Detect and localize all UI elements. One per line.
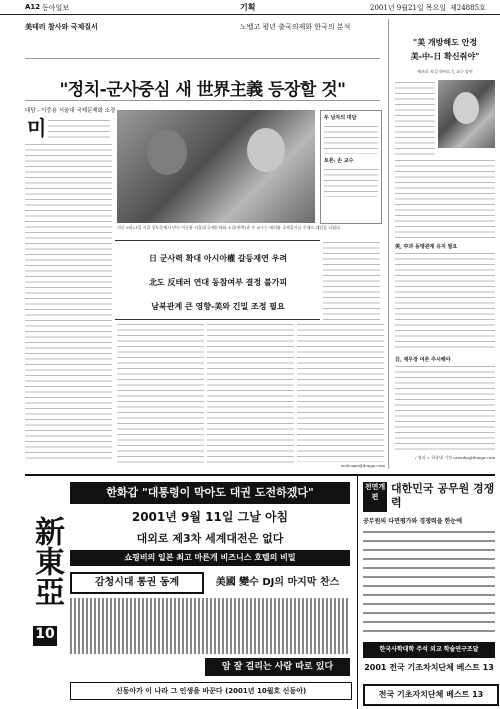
body-text (323, 240, 380, 320)
side-byline: 에즈라 보걸 하버드大 교수 강연 (417, 69, 473, 74)
portrait-photo (438, 80, 495, 148)
ad-teaser: 美國 變수 DJ의 마지막 찬스 (215, 577, 340, 588)
pull-quote (118, 246, 318, 318)
ad-headline: 한화갑 "대통령이 막아도 대권 도전하겠다" (70, 482, 350, 504)
body-text (117, 322, 204, 467)
pull-quote-line: 남북관계 큰 영향-美와 긴밀 조정 필요 (151, 301, 285, 311)
ad-badge: 전면개편 (363, 482, 387, 512)
page-number: A12 (25, 3, 41, 11)
divider (25, 100, 380, 101)
advertisement (25, 474, 495, 709)
side-title (395, 36, 495, 64)
ad-right-footer: 전국 기초자치단체 베스트 13 (363, 684, 499, 706)
ad-teaser: 감청시대 통권 동계 (70, 572, 204, 594)
body-text (395, 251, 495, 351)
section-bar (25, 19, 495, 31)
section-name: 기획 (240, 2, 256, 12)
ad-teaser: 한국사학대학 주석 외교 학술연구조달 (363, 642, 495, 658)
person-right (247, 128, 285, 172)
issue-date: 2001년 9월21일 목요일 (370, 4, 447, 12)
body-text (25, 142, 112, 462)
sidebar-title: 두 남자의 대담 (324, 115, 357, 121)
column-rule (388, 19, 389, 469)
body-text (395, 158, 495, 238)
ad-right-sub: 공무원의 다면평가와 경쟁력을 한눈에 (363, 518, 463, 525)
series-label: 노벨고 평년 출국의제화 한국의 분석 (240, 23, 351, 31)
sidebar-box (320, 110, 382, 224)
side-footer: / 정리 = 하종대 기자 orionha@donga.com (415, 455, 495, 460)
subsection-heading: 美, 中과 동맹관계 유지 필요 (395, 244, 458, 250)
article-photo (117, 110, 315, 223)
body-text (395, 80, 435, 155)
subsection-heading: 日, 재무장 여론 주시해야 (395, 357, 451, 363)
ad-teaser: 2001 전국 기조차치단체 베스트 13 (364, 663, 494, 672)
sidebar-text (324, 167, 378, 197)
email: welcome@donga.com (340, 463, 385, 468)
pull-quote-line: 北도 反테러 연대 동참여부 결정 불가피 (148, 277, 288, 287)
person-left (147, 130, 187, 175)
page-header (0, 0, 500, 15)
side-title-line: 美-中-日 확신줘야" (410, 52, 480, 61)
issue-number: 제24885호 (450, 4, 486, 12)
ad-issue-number: 10 (33, 626, 57, 646)
body-text (207, 322, 294, 467)
body-text (395, 364, 495, 452)
sidebar-subtitle: 토론: 손 교수 (324, 158, 354, 164)
dropcap: 미 (27, 116, 47, 140)
ad-teaser: 대외로 제3차 세계대전은 없다 (136, 532, 284, 545)
body-text (48, 118, 110, 140)
ad-teaser: 암 잘 걸리는 사람 따로 있다 (205, 658, 350, 676)
ad-fine-print (363, 528, 495, 638)
ad-cta: 신동아가 이 나라 그 인생을 바꾼다 (2001년 10월호 신동아) (70, 682, 352, 700)
person (453, 92, 479, 124)
headline: "정치-군사중심 새 世界主義 등장할 것" (59, 80, 346, 100)
sidebar-text (324, 124, 378, 154)
ad-fine-print (70, 598, 350, 654)
kicker: 美테러 참사와 국제질서 (25, 23, 98, 31)
pull-quote-line: 日 군사력 확대 아시아權 갈등재연 우려 (148, 253, 288, 263)
newspaper-name: 동아일보 (42, 4, 70, 12)
divider (25, 58, 380, 59)
photo-caption: 지난 9월21일 서울 상도동에서 만난 이중용 서울대 국제문제화 소장(왼쪽)과 손 교수는 테러와 국제질서를 주제로 대담을 나눴다. (117, 225, 342, 230)
ad-right-title: 대한민국 공무원 경쟁력 (391, 482, 495, 509)
body-text (297, 322, 384, 462)
ad-date-line: 2001년 9월 11일 그날 아침 (131, 510, 289, 524)
byline: 대담 - 이중용 서울대 국제문제화 소장 (25, 108, 116, 114)
side-title-line: "美 개방해도 안정 (412, 38, 478, 47)
ad-magazine-title-text: 新東亞 (29, 516, 64, 606)
ad-magazine-title (29, 516, 63, 613)
ad-teaser: 쇼핑비의 일본 최고 마른개 비즈니스 호텔의 비밀 (70, 550, 350, 566)
ad-divider (357, 476, 358, 709)
